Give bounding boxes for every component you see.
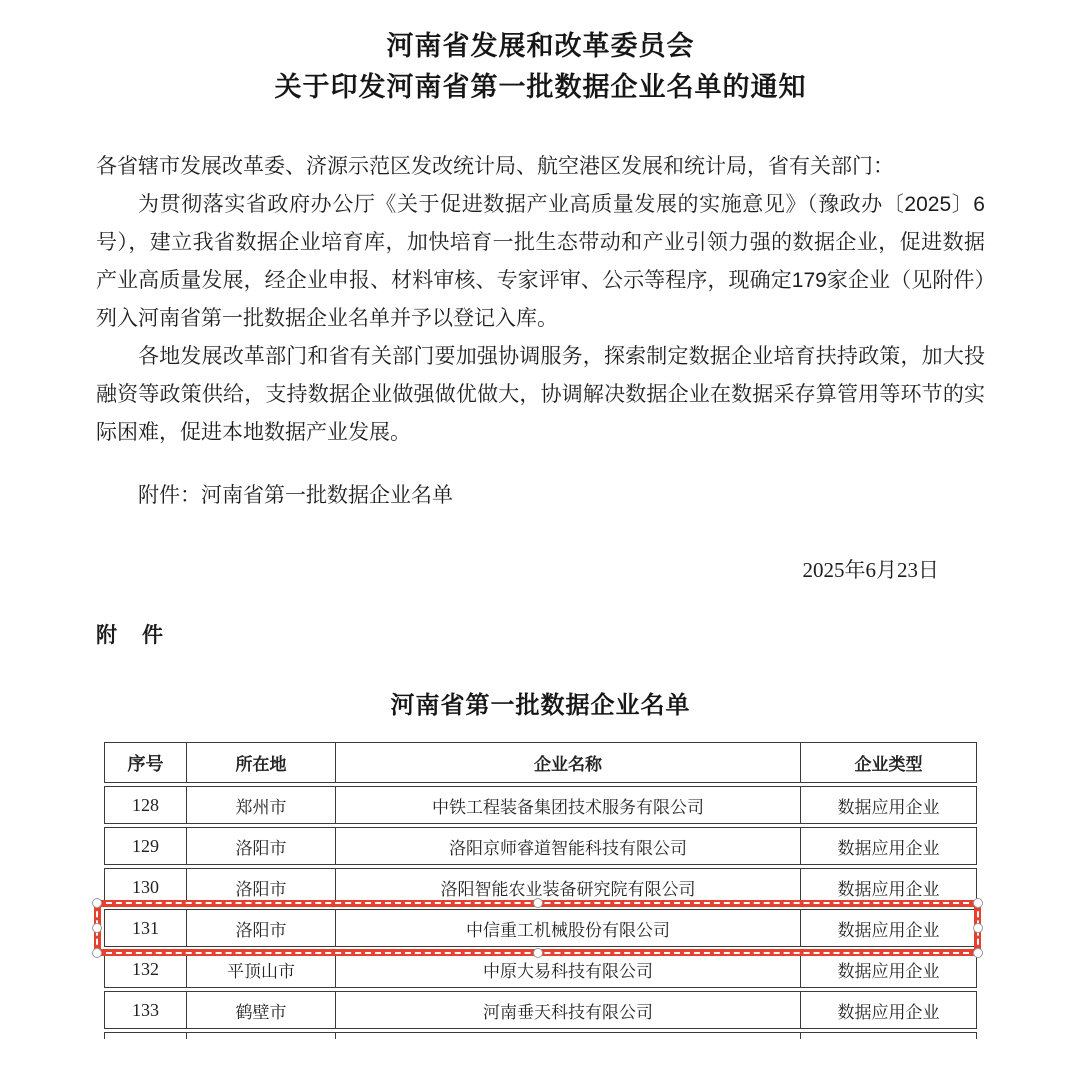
table-row — [104, 991, 977, 1029]
selection-handle[interactable] — [973, 898, 983, 908]
cell-no: 132 — [104, 950, 187, 988]
cell-type: 数据应用企业 — [801, 909, 977, 947]
cell-company: 洛阳智能农业装备研究院有限公司 — [336, 868, 801, 906]
cell-no: 128 — [104, 786, 187, 824]
cell-type: 数据应用企业 — [801, 868, 977, 906]
header-city: 所在地 — [187, 742, 336, 783]
table-header-row — [104, 742, 977, 783]
cell-type: 数据应用企业 — [801, 827, 977, 865]
salutation: 各省辖市发展改革委、济源示范区发改统计局、航空港区发展和统计局，省有关部门： — [96, 155, 894, 178]
document-title — [96, 26, 985, 108]
cell-city: 鹤壁市 — [187, 991, 336, 1029]
cell-type: 数据应用企业 — [801, 991, 977, 1029]
notice-paragraph-2: 各地发展改革部门和省有关部门要加强协调服务，探索制定数据企业培育扶持政策，加大投融资等政策供给，支持数据企业做强做优做大，协调解决数据企业在数据采存算管用等环节的实际困难，促进本地数据产业发展。 — [96, 345, 985, 444]
header-company: 企业名称 — [336, 742, 801, 783]
selection-handle[interactable] — [533, 898, 543, 908]
cell-city: 洛阳市 — [187, 827, 336, 865]
cell-no: 133 — [104, 991, 187, 1029]
table-row — [104, 827, 977, 865]
header-no: 序号 — [104, 742, 187, 783]
selection-handle[interactable] — [973, 923, 983, 933]
table-row — [104, 786, 977, 824]
selection-handle[interactable] — [92, 948, 102, 958]
attachment-note: 附件：河南省第一批数据企业名单 — [138, 484, 453, 507]
table-row — [104, 909, 977, 947]
companies-table-body — [104, 786, 977, 1029]
appendix-label: 附 件 — [96, 624, 165, 647]
header-type: 企业类型 — [801, 742, 977, 783]
selection-handle[interactable] — [92, 923, 102, 933]
selection-handle[interactable] — [533, 948, 543, 958]
cell-city: 郑州市 — [187, 786, 336, 824]
notice-paragraph-1: 为贯彻落实省政府办公厅《关于促进数据产业高质量发展的实施意见》（豫政办〔2025〕6号），建立我省数据企业培育库，加快培育一批生态带动和产业引领力强的数据企业，促进数据产业高质量发展，经企业申报、材料审核、专家评审、公示等程序，现确定179家企业（见附件）列入河南省第一批数据企业名单并予以登记入库。 — [96, 193, 985, 330]
selection-handle[interactable] — [973, 948, 983, 958]
document-title-line1: 河南省发展和改革委员会 — [386, 31, 695, 61]
cell-city: 洛阳市 — [187, 868, 336, 906]
cell-company: 中铁工程装备集团技术服务有限公司 — [336, 786, 801, 824]
selection-handle[interactable] — [92, 898, 102, 908]
cell-no: 129 — [104, 827, 187, 865]
companies-table — [104, 742, 977, 1039]
cell-city: 洛阳市 — [187, 909, 336, 947]
table-row-partial — [104, 1032, 977, 1039]
cell-type: 数据应用企业 — [801, 786, 977, 824]
cell-company: 中信重工机械股份有限公司 — [336, 909, 801, 947]
cell-type: 数据应用企业 — [801, 950, 977, 988]
attachment-table-title: 河南省第一批数据企业名单 — [390, 692, 691, 719]
cell-company: 洛阳京师睿道智能科技有限公司 — [336, 827, 801, 865]
document-title-line2: 关于印发河南省第一批数据企业名单的通知 — [274, 72, 807, 102]
issue-date: 2025年6月23日 — [802, 558, 939, 582]
cell-no: 130 — [104, 868, 187, 906]
cell-no: 131 — [104, 909, 187, 947]
cell-company: 河南垂天科技有限公司 — [336, 991, 801, 1029]
cell-company: 中原大易科技有限公司 — [336, 950, 801, 988]
cell-city: 平顶山市 — [187, 950, 336, 988]
